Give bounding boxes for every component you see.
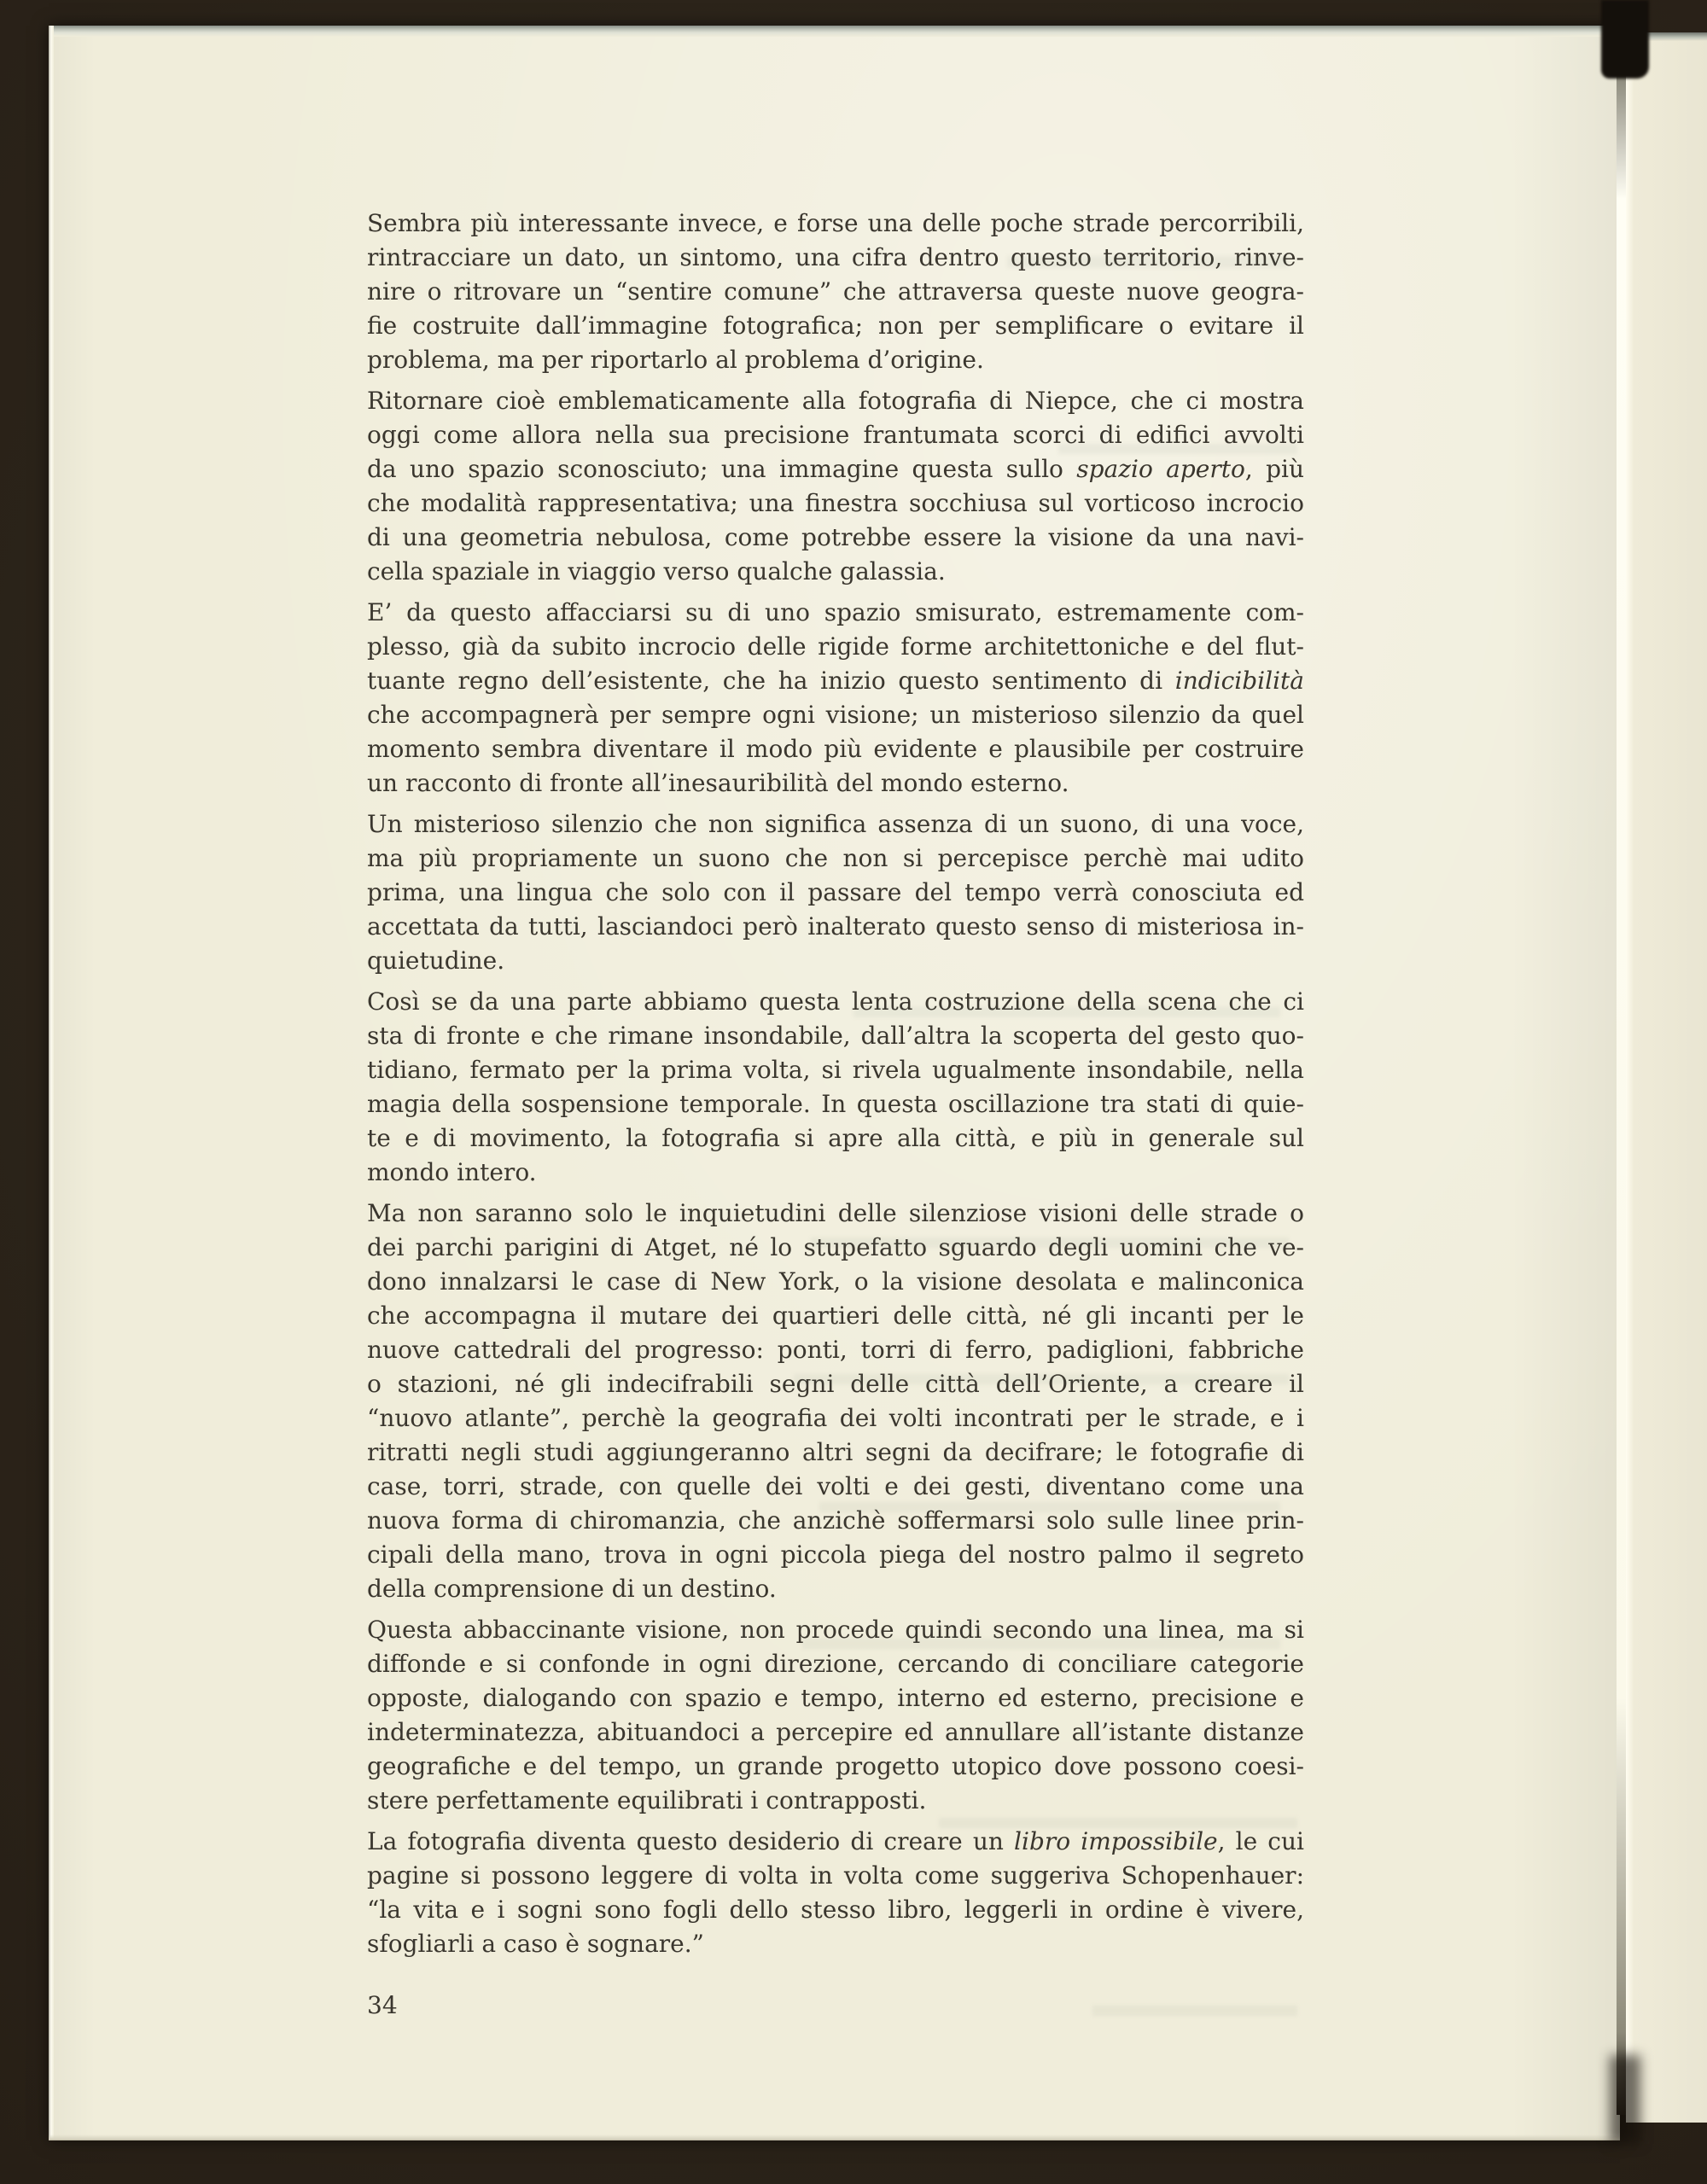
text-segment: , più — [1244, 455, 1304, 483]
page-top-edges — [49, 26, 1620, 37]
text-line: momento sembra diventare il modo più evidente e plausibile per costruire — [367, 735, 1304, 763]
text-line: che modalità rappresentativa; una finestra socchiusa sul vorticoso incrocio — [367, 489, 1304, 517]
text-line: “nuovo atlante”, perchè la geografia dei volti incontrati per le strade, e i — [367, 1404, 1304, 1432]
page-gap-shadow-top — [1601, 0, 1649, 79]
text-line: oggi come allora nella sua precisione frantumata scorci di edifici avvolti — [367, 421, 1304, 449]
text-line: sfogliarli a caso è sognare.” — [367, 1930, 704, 1958]
text-line: ma più propriamente un suono che non si percepisce perchè mai udito — [367, 844, 1304, 872]
text-line: cella spaziale in viaggio verso qualche galassia. — [367, 557, 946, 585]
text-line: che accompagna il mutare dei quartieri delle città, né gli incanti per le — [367, 1302, 1304, 1330]
text-line: ritratti negli studi aggiungeranno altri segni da decifrare; le fotografie di — [367, 1438, 1304, 1466]
text-line: nuova forma di chiromanzia, che anzichè soffermarsi solo sulle linee prin- — [367, 1506, 1304, 1535]
text-line: dono innalzarsi le case di New York, o la visione desolata e malinconica — [367, 1267, 1304, 1296]
text-line: fie costruite dall’immagine fotografica; non per semplificare o evitare il — [367, 312, 1304, 340]
paragraph — [367, 985, 1304, 1190]
text-segment: da uno spazio sconosciuto; una immagine questa sullo — [367, 455, 1077, 483]
paragraph — [367, 207, 1304, 377]
text-line: accettata da tutti, lasciandoci però inalterato questo senso di misteriosa in- — [367, 912, 1304, 941]
text-line: cipali della mano, trova in ogni piccola piega del nostro palmo il segreto — [367, 1540, 1304, 1569]
text-line: Questa abbaccinante visione, non procede quindi secondo una linea, ma si — [367, 1616, 1304, 1644]
text-line: opposte, dialogando con spazio e tempo, interno ed esterno, precisione e — [367, 1684, 1304, 1712]
text-line — [367, 452, 1304, 486]
page-gap-shadow-bottom — [1610, 2055, 1640, 2144]
text-line: Così se da una parte abbiamo questa lenta costruzione della scena che ci — [367, 987, 1304, 1016]
page-number: 34 — [367, 1991, 398, 2019]
page-left-edge — [49, 26, 54, 2140]
text-line: un racconto di fronte all’inesauribilità del mondo esterno. — [367, 769, 1069, 797]
text-line: Ritornare cioè emblematicamente alla fotografia di Niepce, che ci mostra — [367, 387, 1304, 415]
paragraph — [367, 807, 1304, 978]
book-page — [49, 26, 1620, 2140]
text-line — [367, 1825, 1304, 1859]
text-line: “la vita e i sogni sono fogli dello stesso libro, leggerli in ordine è vivere, — [367, 1896, 1304, 1924]
text-line: Sembra più interessante invece, e forse una delle poche strade percorribili, — [367, 209, 1304, 237]
text-line: diffonde e si confonde in ogni direzione, cercando di conciliare categorie — [367, 1650, 1304, 1678]
adjacent-page-edge — [1626, 32, 1707, 2123]
text-line: plesso, già da subito incrocio delle rigide forme architettoniche e del flut- — [367, 632, 1304, 661]
page-text-block — [367, 207, 1304, 1968]
text-segment: , le cui — [1217, 1827, 1304, 1855]
text-line: Ma non saranno solo le inquietudini delle silenziose visioni delle strade o — [367, 1199, 1304, 1227]
text-line — [367, 664, 1304, 698]
italic-text: indicibilità — [1174, 667, 1304, 695]
text-segment: tuante regno dell’esistente, che ha inizio questo sentimento di — [367, 667, 1175, 695]
text-line: pagine si possono leggere di volta in volta come suggeriva Schopenhauer: — [367, 1861, 1304, 1890]
page-bottom-edge — [49, 2134, 1620, 2140]
text-line: della comprensione di un destino. — [367, 1575, 777, 1603]
text-line: sta di fronte e che rimane insondabile, dall’altra la scoperta del gesto quo- — [367, 1022, 1304, 1050]
paragraph — [367, 1825, 1304, 1961]
text-line: indeterminatezza, abituandoci a percepire ed annullare all’istante distanze — [367, 1718, 1304, 1746]
paragraph — [367, 1197, 1304, 1606]
paragraph — [367, 1613, 1304, 1818]
text-line: dei parchi parigini di Atget, né lo stupefatto sguardo degli uomini che ve- — [367, 1233, 1304, 1261]
paragraph — [367, 384, 1304, 589]
italic-text: libro impossibile — [1014, 1827, 1218, 1855]
text-line: tidiano, fermato per la prima volta, si rivela ugualmente insondabile, nella — [367, 1056, 1304, 1084]
text-line: mondo intero. — [367, 1158, 537, 1186]
page-fold-highlight — [1617, 32, 1626, 2115]
text-line: Un misterioso silenzio che non significa assenza di un suono, di una voce, — [367, 810, 1304, 838]
text-line: problema, ma per riportarlo al problema d’origine. — [367, 346, 984, 374]
text-line: o stazioni, né gli indecifrabili segni delle città dell’Oriente, a creare il — [367, 1370, 1304, 1398]
paragraph — [367, 596, 1304, 801]
text-line: case, torri, strade, con quelle dei volti e dei gesti, diventano come una — [367, 1472, 1304, 1500]
italic-text: spazio aperto — [1076, 455, 1245, 483]
text-segment: La fotografia diventa questo desiderio di creare un — [367, 1827, 1015, 1855]
text-line: geografiche e del tempo, un grande progetto utopico dove possono coesi- — [367, 1752, 1304, 1780]
text-line: nuove cattedrali del progresso: ponti, torri di ferro, padiglioni, fabbriche — [367, 1336, 1304, 1364]
text-line: che accompagnerà per sempre ogni visione; un misterioso silenzio da quel — [367, 701, 1304, 729]
text-line: rintracciare un dato, un sintomo, una cifra dentro questo territorio, rinve- — [367, 243, 1304, 271]
text-line: nire o ritrovare un “sentire comune” che attraversa queste nuove geogra- — [367, 277, 1304, 306]
text-line: stere perfettamente equilibrati i contrapposti. — [367, 1786, 927, 1814]
text-line: E’ da questo affacciarsi su di uno spazio smisurato, estremamente com- — [367, 598, 1304, 626]
text-line: prima, una lingua che solo con il passare del tempo verrà conosciuta ed — [367, 878, 1304, 906]
text-line: quietudine. — [367, 946, 505, 975]
text-line: magia della sospensione temporale. In questa oscillazione tra stati di quie- — [367, 1090, 1304, 1118]
text-line: di una geometria nebulosa, come potrebbe essere la visione da una navi- — [367, 523, 1304, 551]
text-line: te e di movimento, la fotografia si apre alla città, e più in generale sul — [367, 1124, 1304, 1152]
